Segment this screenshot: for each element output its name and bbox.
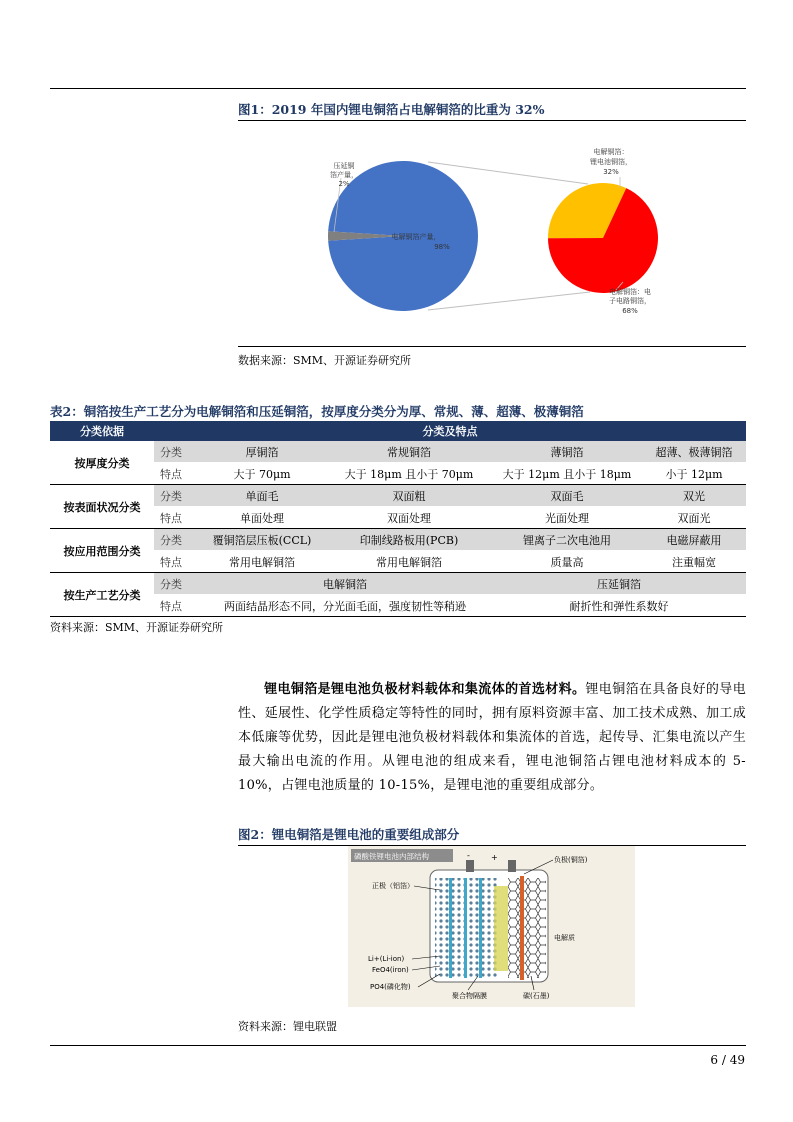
table-cell: 双面毛 <box>492 485 642 507</box>
left-small-label-l3: 2% <box>338 180 350 188</box>
row-label: 分类 <box>154 485 198 507</box>
left-main-label-l2: 98% <box>434 243 450 251</box>
label-anode: 负极(铜箔) <box>554 856 588 864</box>
left-main-label-l1: 电解铜箔产量， <box>391 233 441 241</box>
figure1-top-rule <box>238 120 746 121</box>
table-cell: 锂离子二次电池用 <box>492 529 642 551</box>
table-cell: 注重幅宽 <box>642 551 746 573</box>
table-cell: 超薄、极薄铜箔 <box>642 441 746 463</box>
row-label: 特点 <box>154 551 198 573</box>
table-cell: 印制线路板用(PCB) <box>326 529 492 551</box>
paragraph-lead: 锂电铜箔是锂电池负极材料载体和集流体的首选材料。 <box>264 682 586 697</box>
battery-structure-diagram <box>348 846 635 1007</box>
table-cell: 质量高 <box>492 551 642 573</box>
right-yellow-label-l3: 32% <box>603 168 619 176</box>
label-iron: FeO4(iron) <box>372 966 409 974</box>
minus-sign: - <box>467 851 470 860</box>
separator-membrane <box>494 886 508 971</box>
cathode-foil-3 <box>479 878 482 978</box>
table-cell: 双面处理 <box>326 507 492 529</box>
row-label: 特点 <box>154 463 198 485</box>
table-cell: 大于 12μm 且小于 18μm <box>492 463 642 485</box>
paragraph-text: 锂电铜箔在具备良好的导电性、延展性、化学性质稳定等特性的同时，拥有原料资源丰富、加工技术成熟、加工成本低廉等优势，因此是锂电池负极材料载体和集流体的首选，起传导、汇集电流以产生最大输出电流的作用。从锂电池的组成来看，锂电池铜箔占锂电池材料成本的 5-10%，占锂电池质量的 10-15%，是锂电池的重要组成部分。 <box>238 682 746 793</box>
table-cell: 双面粗 <box>326 485 492 507</box>
figure2-source: 资料来源：锂电联盟 <box>238 1020 337 1033</box>
label-li-ion: Li+(Li-ion) <box>368 955 405 963</box>
table-cell: 单面处理 <box>198 507 326 529</box>
table-cell: 光面处理 <box>492 507 642 529</box>
anode-copper-foil <box>520 876 524 980</box>
label-electrolyte: 电解质 <box>554 934 575 942</box>
table-cell: 薄铜箔 <box>492 441 642 463</box>
table2-source: 资料来源：SMM、开源证券研究所 <box>50 621 224 634</box>
figure1-source-rule <box>238 346 746 347</box>
right-red-label-l1: 电解铜箔：电 <box>609 288 651 296</box>
right-red-label-l2: 子电路铜箔， <box>609 297 651 305</box>
figure1-pie-chart <box>238 122 746 344</box>
table-cell: 大于 70μm <box>198 463 326 485</box>
table-cell: 常用电解铜箔 <box>198 551 326 573</box>
table-cell: 单面毛 <box>198 485 326 507</box>
right-yellow-label-l2: 锂电池铜箔， <box>590 158 632 166</box>
table2-caption: 表2：铜箔按生产工艺分为电解铜箔和压延铜箔，按厚度分类分为厚、常规、薄、超薄、极薄铜箔 <box>50 404 584 419</box>
table-header-basis: 分类依据 <box>50 421 154 441</box>
cathode-foil-1 <box>449 878 452 978</box>
plus-sign: + <box>491 853 498 862</box>
anode-graphite <box>508 878 546 978</box>
table-cell: 电磁屏蔽用 <box>642 529 746 551</box>
right-red-label-l3: 68% <box>622 307 638 315</box>
table-category: 按厚度分类 <box>50 441 154 485</box>
table-cell: 电解铜箔 <box>198 573 492 595</box>
table-cell: 常规铜箔 <box>326 441 492 463</box>
row-label: 分类 <box>154 441 198 463</box>
table-cell: 双面光 <box>642 507 746 529</box>
left-small-label-l1: 压延铜 <box>333 162 355 170</box>
table-cell: 双光 <box>642 485 746 507</box>
label-cathode: 正极（铝箔） <box>372 882 414 890</box>
table-category: 按生产工艺分类 <box>50 573 154 617</box>
table-category: 按表面状况分类 <box>50 485 154 529</box>
page-number: 6 / 49 <box>710 1053 745 1067</box>
cathode-foil-2 <box>464 878 467 978</box>
table-cell: 覆铜箔层压板(CCL) <box>198 529 326 551</box>
right-yellow-label-l1: 电解铜箔： <box>593 148 629 156</box>
row-label: 特点 <box>154 507 198 529</box>
label-phosphate: PO4(磷化物) <box>370 983 411 991</box>
table-header-features: 分类及特点 <box>154 421 746 441</box>
left-small-label-l2: 箔产量， <box>330 171 358 179</box>
figure1-caption: 图1：2019 年国内锂电铜箔占电解铜箔的比重为 32% <box>238 102 545 117</box>
diagram-title: 磷酸铁锂电池内部结构 <box>354 852 429 861</box>
terminal-minus <box>508 860 516 872</box>
table-cell: 大于 18μm 且小于 70μm <box>326 463 492 485</box>
table-cell: 厚铜箔 <box>198 441 326 463</box>
table-cell: 耐折性和弹性系数好 <box>492 595 746 617</box>
terminal-plus <box>466 860 474 872</box>
row-label: 特点 <box>154 595 198 617</box>
body-paragraph <box>238 678 746 798</box>
table-cell: 压延铜箔 <box>492 573 746 595</box>
connector-line-bottom <box>428 292 590 310</box>
table-category: 按应用范围分类 <box>50 529 154 573</box>
table-cell: 常用电解铜箔 <box>326 551 492 573</box>
header-rule <box>50 88 746 89</box>
table-cell: 两面结晶形态不同，分光面毛面，强度韧性等稍逊 <box>198 595 492 617</box>
footer-rule <box>50 1045 746 1046</box>
table-cell: 小于 12μm <box>642 463 746 485</box>
label-carbon: 碳(石墨) <box>523 992 550 1000</box>
figure1-source: 数据来源：SMM、开源证券研究所 <box>238 354 412 367</box>
row-label: 分类 <box>154 573 198 595</box>
figure2-caption: 图2：锂电铜箔是锂电池的重要组成部分 <box>238 827 460 842</box>
table2 <box>50 421 746 617</box>
label-separator: 聚合物隔膜 <box>452 992 487 1000</box>
row-label: 分类 <box>154 529 198 551</box>
